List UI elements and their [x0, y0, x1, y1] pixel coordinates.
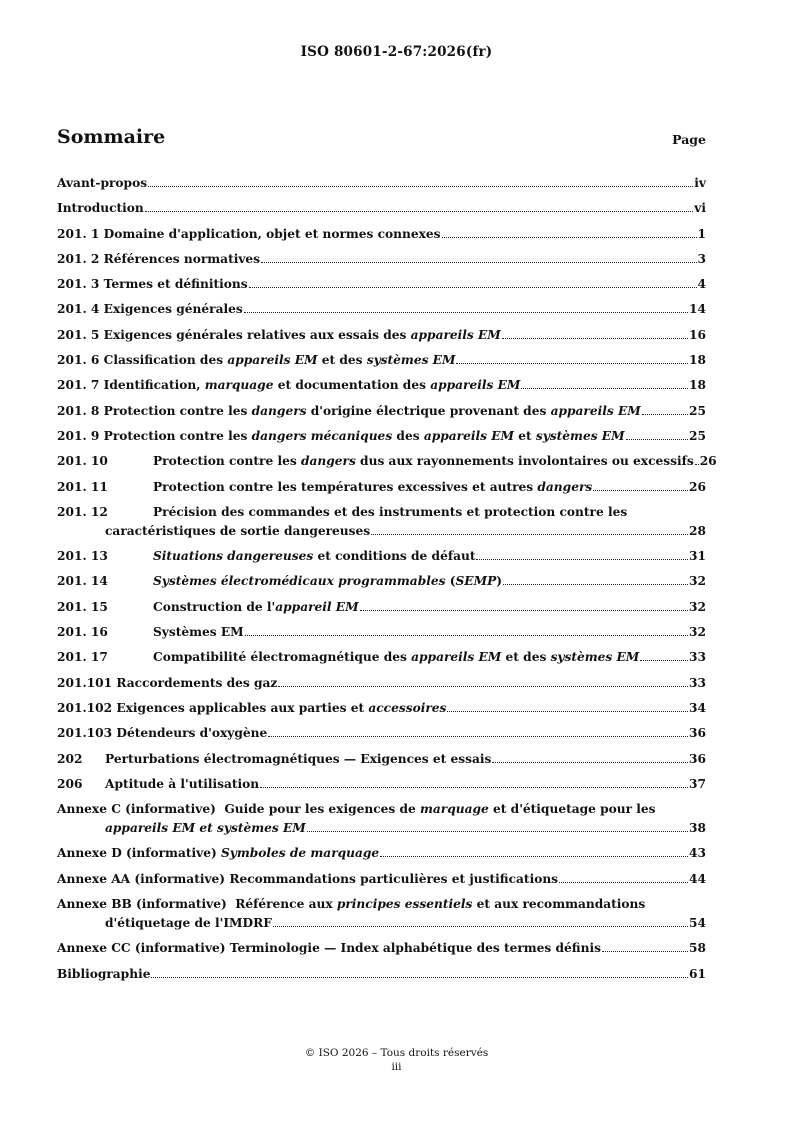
- dot-leader: [593, 490, 688, 491]
- toc-entry[interactable]: [57, 897, 706, 931]
- toc-entry[interactable]: [57, 650, 706, 665]
- toc-entry[interactable]: [57, 846, 706, 861]
- toc-entry[interactable]: [57, 378, 706, 393]
- dot-leader: [521, 388, 688, 389]
- toc-entry[interactable]: [57, 176, 706, 191]
- toc-entry-number: 201. 9: [57, 428, 100, 443]
- page-title: Sommaire: [57, 126, 166, 148]
- dot-leader: [642, 414, 688, 415]
- toc-entry-number: 201. 14: [57, 574, 108, 589]
- toc-entry[interactable]: [57, 277, 706, 292]
- toc-entry[interactable]: [57, 600, 706, 615]
- toc-entry-text: Guide pour les exigences de marquage et d'étiquetage pour les: [224, 802, 656, 817]
- dot-leader: [261, 262, 696, 263]
- dot-leader: [260, 787, 688, 788]
- dot-leader: [626, 439, 688, 440]
- toc-entry-text-continued: caractéristiques de sortie dangereuses: [105, 523, 371, 538]
- toc-entry-line: [57, 505, 706, 520]
- toc-entry-number: 201.102: [57, 700, 113, 715]
- toc-entry-text: Symboles de marquage: [220, 846, 380, 861]
- toc-entry[interactable]: [57, 872, 706, 887]
- dot-leader: [695, 464, 699, 465]
- dot-leader: [307, 831, 688, 832]
- toc-entry-text: Avant-propos: [57, 176, 148, 190]
- toc-entry-number: 201. 6: [57, 353, 100, 368]
- toc-entry-text: Exigences générales: [103, 302, 243, 317]
- toc-entry-number: 201. 16: [57, 625, 108, 640]
- toc-entry-number: 201. 7: [57, 378, 100, 393]
- toc-entry-number: Annexe BB (informative): [57, 897, 227, 912]
- toc-entry[interactable]: [57, 574, 706, 589]
- toc-entry-text: Référence aux principes essentiels et aux recommandations: [235, 897, 646, 912]
- toc-entry-page: 32: [689, 599, 706, 614]
- toc-entry-text: Termes et définitions: [103, 277, 248, 292]
- toc-entry-text: Systèmes EM: [153, 625, 244, 640]
- toc-entry-number: 202: [57, 751, 83, 766]
- toc-entry[interactable]: [57, 201, 706, 216]
- toc-entry-text: Situations dangereuses et conditions de défaut: [153, 549, 476, 564]
- toc-entry-text: Protection contre les températures excessives et autres dangers: [153, 479, 593, 494]
- toc-entry-text: Domaine d'application, objet et normes connexes: [103, 226, 441, 241]
- toc-entry-page: 54: [689, 916, 706, 931]
- toc-entry-text: Perturbations électromagnétiques — Exigences et essais: [105, 751, 492, 766]
- dot-leader: [273, 926, 688, 927]
- document-header: ISO 80601-2-67:2026(fr): [300, 44, 493, 60]
- dot-leader: [268, 736, 688, 737]
- toc-entry-page: 36: [689, 726, 706, 741]
- toc-entry-page: 61: [689, 966, 706, 981]
- page-footer: [0, 1046, 793, 1074]
- toc-entry[interactable]: [57, 752, 706, 767]
- toc-entry-page: 32: [689, 625, 706, 640]
- dot-leader: [476, 559, 688, 560]
- toc-entry-page: 36: [689, 751, 706, 766]
- toc-entry-page: 43: [689, 846, 706, 861]
- toc-entry-text: Précision des commandes et des instruments et protection contre les: [153, 504, 628, 519]
- toc-entry-page: 33: [689, 650, 706, 665]
- toc-entry-text: Systèmes électromédicaux programmables (SEMP): [153, 574, 503, 589]
- dot-leader: [602, 951, 688, 952]
- toc-entry-number: Annexe C (informative): [57, 802, 216, 817]
- toc-entry-text: Introduction: [57, 201, 144, 216]
- toc-entry-page: 44: [689, 871, 706, 886]
- toc-entry-page: iv: [694, 176, 706, 190]
- toc-entry-line: [57, 916, 706, 931]
- toc-entry-number: 201.101: [57, 675, 113, 690]
- toc-entry-page: 25: [689, 403, 706, 418]
- dot-leader: [151, 977, 688, 978]
- dot-leader: [360, 610, 688, 611]
- dot-leader: [145, 211, 693, 212]
- toc-entry-text: Raccordements des gaz: [116, 675, 278, 690]
- dot-leader: [640, 660, 688, 661]
- toc-entry-page: 34: [689, 700, 706, 715]
- dot-leader: [447, 711, 688, 712]
- toc-entry-page: 25: [689, 428, 706, 443]
- toc-entry-page: 18: [689, 378, 706, 393]
- toc-entry-page: 28: [689, 523, 706, 538]
- toc-entry-number: 201. 4: [57, 302, 100, 317]
- toc-entry-text: Terminologie — Index alphabétique des termes définis: [229, 941, 601, 956]
- toc-entry-text: Exigences générales relatives aux essais des appareils EM: [103, 327, 501, 342]
- copyright-notice: © ISO 2026 – Tous droits réservés: [304, 1047, 489, 1059]
- toc-entry-number: 201. 5: [57, 327, 100, 342]
- toc-entry-text: Aptitude à l'utilisation: [105, 776, 260, 791]
- toc-entry-number: 201. 15: [57, 599, 108, 614]
- toc-entry[interactable]: [57, 252, 706, 267]
- toc-entry[interactable]: [57, 777, 706, 792]
- toc-entry-text: Exigences applicables aux parties et accessoires: [116, 700, 447, 715]
- toc-entry-text: Références normatives: [103, 251, 261, 266]
- toc-entry[interactable]: [57, 625, 706, 640]
- toc-entry-number: 201. 17: [57, 650, 108, 665]
- dot-leader: [148, 186, 693, 187]
- toc-entry-text: Bibliographie: [57, 966, 151, 981]
- toc-entry-number: 201. 3: [57, 277, 100, 292]
- dot-leader: [244, 312, 688, 313]
- dot-leader: [245, 635, 688, 636]
- toc-entry-page: 38: [689, 821, 706, 836]
- dot-leader: [278, 686, 688, 687]
- toc-entry-text: Classification des appareils EM et des systèmes EM: [103, 353, 456, 368]
- toc-entry-text: Recommandations particulières et justifications: [229, 871, 559, 886]
- dot-leader: [503, 584, 688, 585]
- table-of-contents: [57, 176, 717, 992]
- toc-entry-number: 206: [57, 776, 83, 791]
- toc-entry-number: 201. 11: [57, 479, 108, 494]
- toc-title-row: [57, 126, 706, 150]
- toc-entry[interactable]: [57, 454, 717, 469]
- toc-entry-text: Détendeurs d'oxygène: [116, 726, 268, 741]
- toc-entry-number: 201. 8: [57, 403, 100, 418]
- toc-entry-page: 26: [699, 454, 717, 469]
- toc-entry-page: 33: [689, 675, 706, 690]
- dot-leader: [559, 882, 688, 883]
- toc-entry-page: 58: [689, 941, 706, 956]
- toc-entry-page: vi: [694, 201, 706, 216]
- dot-leader: [442, 237, 697, 238]
- toc-entry[interactable]: [57, 676, 706, 691]
- dot-leader: [492, 762, 688, 763]
- dot-leader: [502, 338, 688, 339]
- toc-entry-line: [57, 802, 706, 817]
- toc-entry-page: 14: [689, 302, 706, 317]
- toc-entry[interactable]: [57, 701, 706, 716]
- toc-entry-number: 201.103: [57, 726, 113, 741]
- toc-entry[interactable]: [57, 328, 706, 343]
- toc-entry-page: 16: [689, 327, 706, 342]
- toc-entry-number: 201. 13: [57, 549, 108, 564]
- dot-leader: [456, 363, 688, 364]
- toc-entry-text: Compatibilité électromagnétique des appareils EM et des systèmes EM: [153, 650, 640, 665]
- toc-entry-page: 32: [689, 574, 706, 589]
- toc-entry[interactable]: [57, 967, 706, 982]
- dot-leader: [380, 856, 688, 857]
- toc-entry-page: 31: [689, 549, 706, 564]
- toc-entry-page: 1: [697, 226, 706, 241]
- toc-entry[interactable]: [57, 549, 706, 564]
- dot-leader: [371, 534, 688, 535]
- toc-entry-text: Protection contre les dangers mécaniques des appareils EM et systèmes EM: [103, 428, 625, 443]
- toc-entry-number: Annexe D (informative): [57, 846, 217, 861]
- toc-entry-page: 37: [689, 776, 706, 791]
- toc-entry-text-continued: d'étiquetage de l'IMDRF: [105, 916, 272, 931]
- toc-entry[interactable]: [57, 802, 706, 836]
- toc-entry[interactable]: [57, 726, 706, 741]
- toc-entry-page: 26: [689, 479, 706, 494]
- toc-entry-text: Construction de l'appareil EM: [153, 599, 359, 614]
- toc-entry-number: Annexe CC (informative): [57, 941, 226, 956]
- toc-entry-number: 201. 2: [57, 251, 100, 266]
- toc-entry-line: [57, 821, 706, 836]
- toc-entry-number: 201. 1: [57, 226, 100, 241]
- toc-entry[interactable]: [57, 404, 706, 419]
- toc-entry-number: 201. 12: [57, 504, 108, 519]
- toc-entry-text: Protection contre les dangers dus aux rayonnements involontaires ou excessifs: [153, 454, 694, 469]
- toc-entry-number: 201. 10: [57, 454, 108, 469]
- toc-entry-page: 4: [697, 277, 706, 292]
- toc-entry-number: Annexe AA (informative): [57, 871, 226, 886]
- toc-entry[interactable]: [57, 480, 706, 495]
- dot-leader: [249, 287, 697, 288]
- toc-entry-page: 3: [697, 251, 706, 266]
- toc-entry[interactable]: [57, 505, 706, 539]
- toc-entry[interactable]: [57, 941, 706, 956]
- toc-entry[interactable]: [57, 429, 706, 444]
- page-column-label: Page: [672, 132, 706, 147]
- toc-entry-text: Protection contre les dangers d'origine électrique provenant des appareils EM: [103, 403, 641, 418]
- toc-entry-text-continued: appareils EM et systèmes EM: [105, 821, 306, 836]
- toc-entry-page: 18: [689, 353, 706, 368]
- toc-entry[interactable]: [57, 353, 706, 368]
- toc-entry-text: Identification, marquage et documentation des appareils EM: [103, 378, 521, 393]
- toc-entry[interactable]: [57, 227, 706, 242]
- page-number: iii: [391, 1061, 402, 1073]
- toc-entry-line: [57, 524, 706, 539]
- toc-entry-line: [57, 897, 706, 912]
- toc-entry[interactable]: [57, 302, 706, 317]
